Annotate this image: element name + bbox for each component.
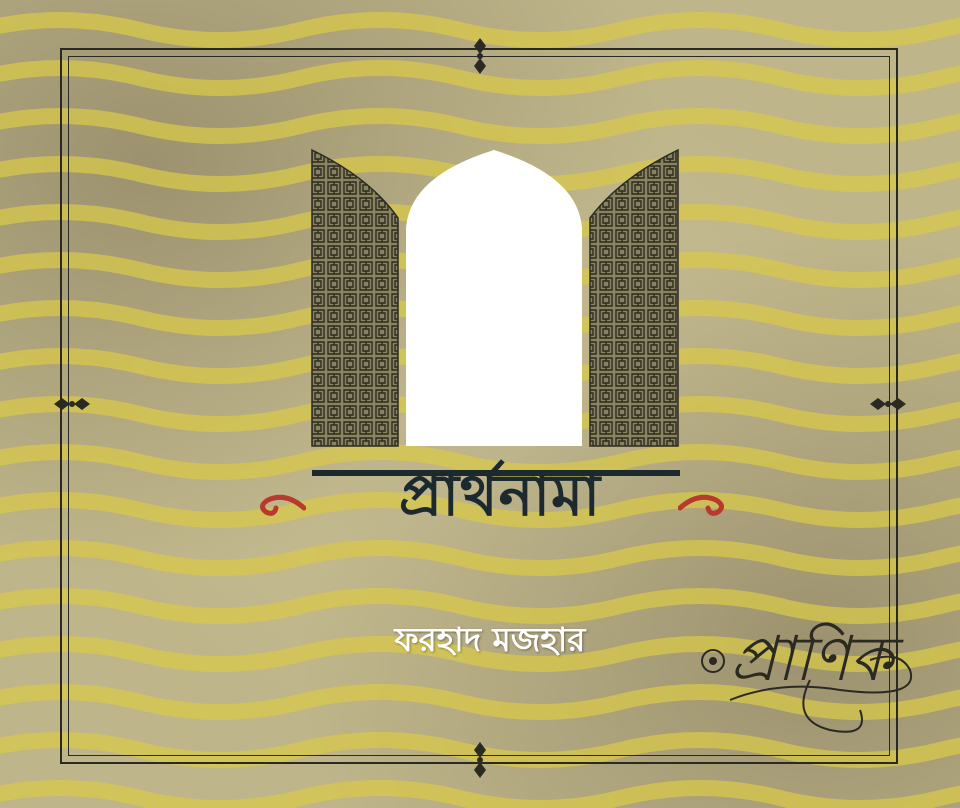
- fleuron-icon: [52, 392, 92, 416]
- arched-window-icon: [310, 148, 680, 448]
- swirl-icon: [256, 488, 306, 518]
- author-name: ফরহাদ মজহার: [394, 620, 586, 659]
- fleuron-icon: [868, 392, 908, 416]
- book-title: প্রার্থনামা: [398, 461, 602, 529]
- publisher-flourish: [720, 620, 930, 750]
- swirl-icon: [678, 488, 728, 518]
- publisher-name: প্রাণিক: [730, 622, 893, 695]
- fleuron-icon: [468, 36, 492, 76]
- publisher-logo: [700, 600, 930, 750]
- fleuron-icon: [468, 740, 492, 780]
